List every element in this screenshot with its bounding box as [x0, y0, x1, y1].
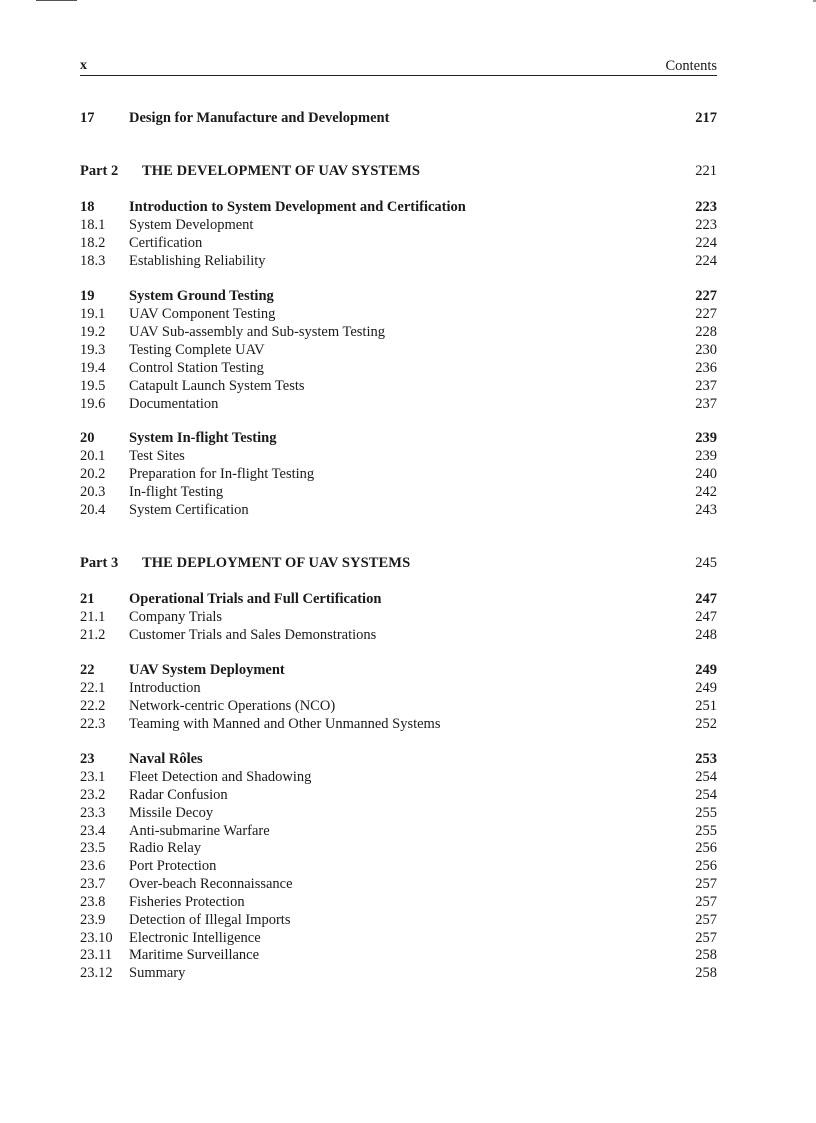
entry-number: 22.2 [80, 698, 106, 714]
entry-number: 19.1 [80, 306, 106, 322]
entry-page-number: 256 [695, 858, 717, 874]
toc-section-entry[interactable] [80, 964, 717, 982]
toc-section-entry[interactable] [80, 608, 717, 626]
entry-number: 20.3 [80, 484, 106, 500]
toc-section-entry[interactable] [80, 911, 717, 929]
entry-page-number: 242 [695, 484, 717, 500]
entry-number: 18.3 [80, 253, 106, 269]
entry-title: UAV Sub-assembly and Sub-system Testing [129, 324, 385, 340]
entry-page-number: 255 [695, 805, 717, 821]
entry-page-number: 256 [695, 840, 717, 856]
entry-page-number: 253 [695, 751, 717, 767]
entry-page-number: 217 [695, 110, 717, 126]
toc-section-entry[interactable] [80, 234, 717, 252]
toc-section-entry[interactable] [80, 216, 717, 234]
entry-number: 19 [80, 288, 95, 304]
entry-page-number: 239 [695, 430, 717, 446]
toc-section-entry[interactable] [80, 377, 717, 395]
entry-title: Radio Relay [129, 840, 202, 856]
entry-page-number: 223 [695, 199, 717, 215]
entry-number: 19.4 [80, 360, 106, 376]
toc-chapter-entry[interactable] [80, 109, 717, 127]
entry-title: Documentation [129, 396, 219, 412]
entry-number: 21.2 [80, 627, 106, 643]
toc-chapter-entry[interactable] [80, 429, 717, 447]
entry-page-number: 252 [695, 716, 717, 732]
entry-page-number: 223 [695, 217, 717, 233]
entry-number: 23.12 [80, 965, 113, 981]
toc-section-entry[interactable] [80, 697, 717, 715]
entry-title: Anti-submarine Warfare [129, 823, 270, 839]
crop-mark [36, 0, 77, 1]
entry-page-number: 258 [695, 965, 717, 981]
entry-title: Teaming with Manned and Other Unmanned Systems [129, 716, 441, 732]
toc-section-entry[interactable] [80, 447, 717, 465]
entry-page-number: 245 [695, 555, 717, 571]
entry-page-number: 257 [695, 894, 717, 910]
entry-page-number: 249 [695, 680, 717, 696]
entry-number: 23.6 [80, 858, 106, 874]
toc-section-entry[interactable] [80, 323, 717, 341]
entry-title: Maritime Surveillance [129, 947, 260, 963]
entry-page-number: 240 [695, 466, 717, 482]
entry-page-number: 257 [695, 930, 717, 946]
entry-page-number: 236 [695, 360, 717, 376]
entry-page-number: 224 [695, 235, 717, 251]
entry-number: 20 [80, 430, 95, 446]
toc-chapter-entry[interactable] [80, 287, 717, 305]
toc-section-entry[interactable] [80, 715, 717, 733]
entry-number: 21 [80, 591, 95, 607]
entry-number: 19.3 [80, 342, 106, 358]
entry-number: Part 3 [80, 555, 119, 571]
entry-title: Port Protection [129, 858, 217, 874]
entry-title: Summary [129, 965, 186, 981]
entry-title: Test Sites [129, 448, 185, 464]
entry-title: System Development [129, 217, 254, 233]
entry-number: 23.11 [80, 947, 113, 963]
entry-page-number: 247 [695, 609, 717, 625]
entry-title: System Certification [129, 502, 249, 518]
entry-number: 22.3 [80, 716, 106, 732]
entry-number: 20.1 [80, 448, 106, 464]
toc-section-entry[interactable] [80, 679, 717, 697]
entry-page-number: 237 [695, 378, 717, 394]
entry-page-number: 227 [695, 306, 717, 322]
entry-page-number: 254 [695, 769, 717, 785]
running-title: Contents [665, 58, 717, 74]
toc-section-entry[interactable] [80, 359, 717, 377]
entry-page-number: 255 [695, 823, 717, 839]
entry-page-number: 221 [695, 163, 717, 179]
entry-number: 23.9 [80, 912, 106, 928]
entry-number: 23.7 [80, 876, 106, 892]
toc-section-entry[interactable] [80, 768, 717, 786]
entry-number: 23.1 [80, 769, 106, 785]
toc-chapter-entry[interactable] [80, 198, 717, 216]
entry-number: 23.10 [80, 930, 113, 946]
entry-title: Fisheries Protection [129, 894, 245, 910]
entry-title: Electronic Intelligence [129, 930, 261, 946]
toc-section-entry[interactable] [80, 929, 717, 947]
entry-page-number: 251 [695, 698, 717, 714]
entry-title: Over-beach Reconnaissance [129, 876, 293, 892]
entry-title: Operational Trials and Full Certification [129, 591, 382, 607]
toc-chapter-entry[interactable] [80, 590, 717, 608]
toc-section-entry[interactable] [80, 893, 717, 911]
entry-page-number: 257 [695, 912, 717, 928]
entry-page-number: 258 [695, 947, 717, 963]
entry-page-number: 249 [695, 662, 717, 678]
entry-title: Design for Manufacture and Development [129, 110, 390, 126]
entry-number: 18.1 [80, 217, 106, 233]
entry-title: Customer Trials and Sales Demonstrations [129, 627, 377, 643]
entry-page-number: 237 [695, 396, 717, 412]
toc-section-entry[interactable] [80, 395, 717, 413]
entry-title: System In-flight Testing [129, 430, 277, 446]
entry-title: Radar Confusion [129, 787, 228, 803]
page-number: x [80, 58, 87, 73]
entry-page-number: 224 [695, 253, 717, 269]
entry-number: 23.3 [80, 805, 106, 821]
toc-section-entry[interactable] [80, 839, 717, 857]
entry-page-number: 228 [695, 324, 717, 340]
toc-section-entry[interactable] [80, 626, 717, 644]
entry-number: Part 2 [80, 163, 119, 179]
entry-title: Control Station Testing [129, 360, 264, 376]
toc-section-entry[interactable] [80, 483, 717, 501]
entry-page-number: 257 [695, 876, 717, 892]
toc-section-entry[interactable] [80, 341, 717, 359]
entry-title: Establishing Reliability [129, 253, 266, 269]
entry-title: THE DEVELOPMENT OF UAV SYSTEMS [142, 163, 421, 179]
entry-page-number: 243 [695, 502, 717, 518]
entry-number: 18.2 [80, 235, 106, 251]
entry-number: 23.5 [80, 840, 106, 856]
entry-number: 22.1 [80, 680, 106, 696]
toc-section-entry[interactable] [80, 305, 717, 323]
entry-page-number: 247 [695, 591, 717, 607]
entry-number: 23.8 [80, 894, 106, 910]
entry-number: 19.6 [80, 396, 106, 412]
entry-number: 22 [80, 662, 95, 678]
entry-number: 20.4 [80, 502, 106, 518]
entry-number: 19.5 [80, 378, 106, 394]
entry-title: Detection of Illegal Imports [129, 912, 291, 928]
entry-title: Naval Rôles [129, 751, 203, 767]
entry-title: Testing Complete UAV [129, 342, 265, 358]
entry-title: System Ground Testing [129, 288, 274, 304]
toc-section-entry[interactable] [80, 786, 717, 804]
toc-section-entry[interactable] [80, 804, 717, 822]
entry-title: Company Trials [129, 609, 223, 625]
entry-number: 23.4 [80, 823, 106, 839]
entry-number: 17 [80, 110, 95, 126]
entry-title: Network-centric Operations (NCO) [129, 698, 336, 714]
entry-title: UAV System Deployment [129, 662, 285, 678]
toc-chapter-entry[interactable] [80, 750, 717, 768]
entry-page-number: 230 [695, 342, 717, 358]
entry-number: 23.2 [80, 787, 106, 803]
entry-title: Introduction to System Development and Certification [129, 199, 466, 215]
entry-page-number: 239 [695, 448, 717, 464]
entry-number: 20.2 [80, 466, 106, 482]
toc-section-entry[interactable] [80, 465, 717, 483]
toc-section-entry[interactable] [80, 857, 717, 875]
toc-section-entry[interactable] [80, 822, 717, 840]
entry-page-number: 254 [695, 787, 717, 803]
entry-title: Introduction [129, 680, 201, 696]
entry-number: 21.1 [80, 609, 106, 625]
entry-number: 23 [80, 751, 95, 767]
running-header [80, 58, 717, 76]
entry-number: 19.2 [80, 324, 106, 340]
toc-part-heading[interactable] [80, 162, 717, 180]
toc-section-entry[interactable] [80, 875, 717, 893]
entry-title: Fleet Detection and Shadowing [129, 769, 312, 785]
toc-section-entry[interactable] [80, 252, 717, 270]
entry-page-number: 248 [695, 627, 717, 643]
toc-section-entry[interactable] [80, 946, 717, 964]
entry-title: Missile Decoy [129, 805, 214, 821]
entry-title: Catapult Launch System Tests [129, 378, 305, 394]
entry-number: 18 [80, 199, 95, 215]
entry-title: Preparation for In-flight Testing [129, 466, 315, 482]
toc-part-heading[interactable] [80, 554, 717, 572]
entry-title: UAV Component Testing [129, 306, 276, 322]
toc-section-entry[interactable] [80, 501, 717, 519]
entry-title: In-flight Testing [129, 484, 224, 500]
entry-page-number: 227 [695, 288, 717, 304]
toc-chapter-entry[interactable] [80, 661, 717, 679]
entry-title: THE DEPLOYMENT OF UAV SYSTEMS [142, 555, 411, 571]
entry-title: Certification [129, 235, 203, 251]
